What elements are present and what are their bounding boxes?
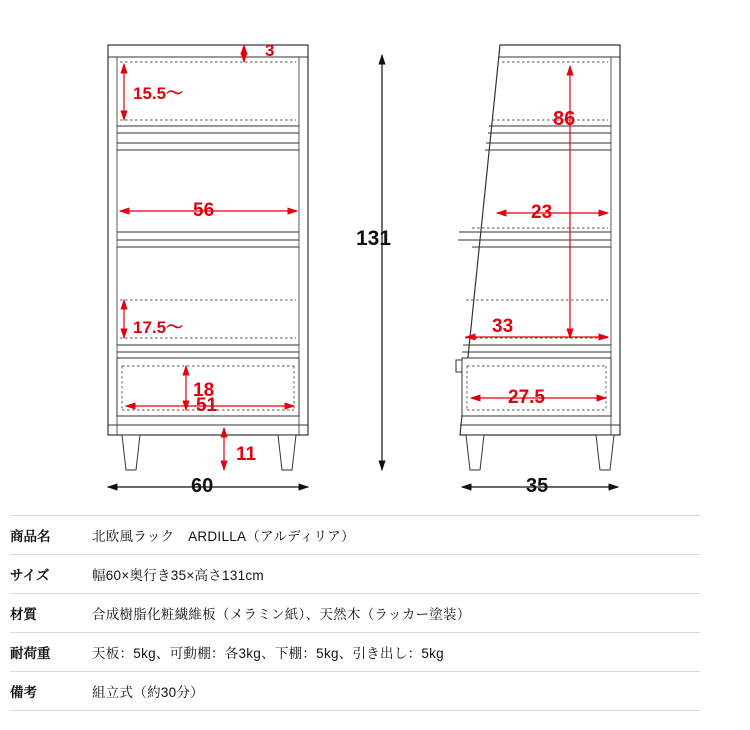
table-row <box>10 672 700 711</box>
table-row <box>10 555 700 594</box>
dim-upper-height: 86 <box>553 108 576 130</box>
dim-drawer-width: 51 <box>196 395 218 416</box>
dim-top-gap: 3 <box>265 41 275 60</box>
dim-total-depth: 35 <box>526 475 549 497</box>
dim-lower-shelf: 17.5〜 <box>133 318 184 337</box>
spec-value: 組立式（約30分） <box>92 672 700 711</box>
dim-inner-width: 56 <box>193 200 215 221</box>
spec-value: 幅60×奥行き35×高さ131cm <box>92 555 700 594</box>
dim-total-width: 60 <box>191 475 214 497</box>
spec-label: 耐荷重 <box>10 633 92 672</box>
dim-total-height: 131 <box>356 227 392 250</box>
dim-upper-depth: 23 <box>531 202 553 223</box>
spec-label: 材質 <box>10 594 92 633</box>
spec-value: 北欧風ラック ARDILLA（アルディリア） <box>92 516 700 555</box>
dim-lower-depth: 33 <box>492 316 514 337</box>
spec-label: 備考 <box>10 672 92 711</box>
spec-value: 合成樹脂化粧繊維板（メラミン紙）、天然木（ラッカー塗装） <box>92 594 700 633</box>
table-row <box>10 516 700 555</box>
dim-upper-shelf: 15.5〜 <box>133 84 184 103</box>
dim-drawer-height: 18 <box>193 380 215 401</box>
product-spec-table <box>10 515 700 711</box>
product-spec-table-wrapper <box>0 515 750 730</box>
table-row <box>10 594 700 633</box>
spec-label: サイズ <box>10 555 92 594</box>
dim-leg-height: 11 <box>236 444 257 465</box>
dim-drawer-depth: 27.5 <box>508 387 545 408</box>
spec-value: 天板：5kg、可動棚：各3kg、下棚：5kg、引き出し：5kg <box>92 633 700 672</box>
spec-label: 商品名 <box>10 516 92 555</box>
table-row <box>10 633 700 672</box>
